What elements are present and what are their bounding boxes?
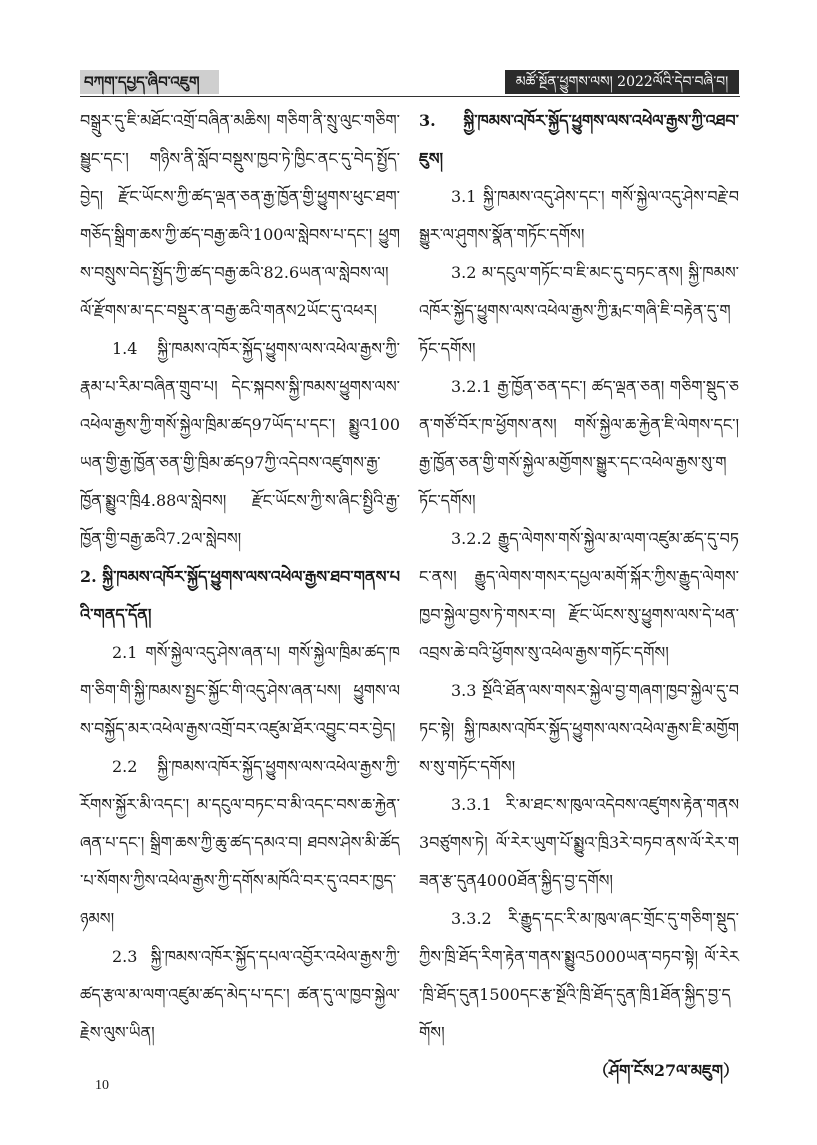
paragraph: 3.3.1 རི་མ་ཐང་ས་ཁུལ་འདེབས་འཛུགས་རྟེན་གནས3བཙུགས་ཏེ། ལོ་རེར་ཡུག་པོ་སྨྱུའ་ཁྲི3རེ་བཏབ་ནས་ལོ་རེར་གཟན་རྩ་དུན4000ཐོན་སྐྱིད་བྱ་དགོས།	[419, 795, 739, 890]
paragraph: 3.3.2 རི་རྒྱུད་དང་རི་མ་ཁུལ་ཞང་གྲོང་དུ་གཅིག་སྡུད་ཀྱིས་ཁྲི་ཐོད་རིག་རྟེན་གནས་སྨྱུའ5000ཡན་བཏབ་སྟེ། ལོ་རེར་ཁྲི་ཐོད་དུན1500དང་རྩ་སྔོའི་ཁྲི་ཐོད་དུན་ཁྲི1ཐོན་སྐྱིད་བྱ་དགོས།	[419, 909, 739, 1042]
journal-issue-header: མཚོ་སྔོན་ཕྱུགས་ལས། 2022ལོའི་དེབ་བཞི་བ།	[505, 70, 739, 94]
paragraph: 3.2 མ་དངུལ་གཏོང་བ་ཇི་མང་དུ་བཏང་ནས། སྐྱི་ཁམས་འཁོར་སྐྱོད་ཕྱུགས་ལས་འཕེལ་རྒྱས་ཀྱི་རྨང་གཞི་ཇི་བརྟེན་དུ་གཏོང་དགོས།	[419, 263, 739, 358]
right-text-column	[419, 102, 739, 1080]
paragraph: 3.1 སྐྱི་ཁམས་འདུ་ཤེས་དང་། གསོ་སྐྱེལ་འདུ་ཤེས་བརྗེ་བསྒྱུར་ལ་ཤུགས་སྣོན་གཏོང་དགོས།	[419, 187, 739, 244]
continued-note: （ཤོག་ངོས27ལ་མཇུག）	[593, 1061, 739, 1080]
left-text-column	[80, 102, 400, 1052]
page-number: 10	[95, 1078, 109, 1093]
journal-section-header: བཀག་དཔྱད་ཞིབ་འཇུག	[80, 70, 219, 94]
paragraph: 2. སྐྱི་ཁམས་འཁོར་སྐྱོད་ཕྱུགས་ལས་འཕེལ་རྒྱས་ཐབ་གནས་པའི་གནད་དོན།	[80, 567, 401, 624]
paragraph: 2.2 སྐྱི་ཁམས་འཁོར་སྐྱོད་ཕྱུགས་ལས་འཕེལ་རྒྱས་ཀྱི་རོགས་སྐྱོར་མི་འདང་། མ་དངུལ་བཏང་བ་མི་འདང་བས་ཆ་རྐྱེན་ཞན་པ་དང་། སྒྲིག་ཆས་ཀྱི་ཆུ་ཚད་དམའ་བ། ཐབས་ཤེས་མི་ཚོད་པ་སོགས་ཀྱིས་འཕེལ་རྒྱས་ཀྱི་དགོས་མཁོའི་བར་དུ་འབར་ཁྱད་ཉམས།	[80, 757, 400, 928]
paragraph: 3.2.2 རྒྱུད་ལེགས་གསོ་སྐྱེལ་མ་ལག་འཛུམ་ཚད་དུ་བཏང་ནས། རྒྱུད་ལེགས་གསར་དཔྱལ་མགོ་སྐོར་ཀྱིས་རྒྱུད་ལེགས་ཁྱབ་སྐྱེལ་བྱས་ཏེ་གསར་བ། རྫོང་ཡོངས་སུ་ཕྱུགས་ལས་དེ་ཕན་འབྲས་ཆེ་བའི་ཕྱོགས་སུ་འཕེལ་རྒྱས་གཏོང་དགོས།	[419, 529, 739, 662]
paragraph: 2.3 སྐྱི་ཁམས་འཁོར་སྐྱོད་དཔལ་འབྱོར་འཕེལ་རྒྱས་ཀྱི་ཚད་རྩལ་མ་ལག་འཛུམ་ཚད་མེད་པ་དང་། ཚན་དུ་ལ་ཁྱབ་སྐྱེལ་རྗེས་ལུས་ཡིན།	[80, 947, 400, 1042]
header-rule	[80, 96, 740, 97]
paragraph: 3.2.1 རྒྱ་ཁྱོན་ཅན་དང་། ཚད་ལྡན་ཅན། གཅིག་སྡུད་ཅན་གཙོ་བོར་ཁ་ཕྱོགས་ནས། གསོ་སྐྱེལ་ཆ་རྐྱེན་ཇི་ལེགས་དང་། རྒྱ་ཁྱོན་ཅན་གྱི་གསོ་སྐྱེལ་མགྱོགས་སྒྱུར་དང་འཕེལ་རྒྱས་སུ་གཏོང་དགོས།	[419, 377, 739, 510]
paragraph: 2.1 གསོ་སྐྱེལ་འདུ་ཤེས་ཞན་པ། གསོ་སྐྱེལ་ཁྲིམ་ཚད་ཁག་ཅིག་གི་སྐྱི་ཁམས་སྤྱང་སྐྱོང་གི་འདུ་ཤེས་ཞན་པས། ཕྱུགས་ལས་བསྐྱོད་མར་འཕེལ་རྒྱས་འགྲོ་བར་འཛུམ་ཐོར་འབྱུང་བར་བྱེད།	[80, 643, 400, 738]
paragraph: 1.4 སྐྱི་ཁམས་འཁོར་སྐྱོད་ཕྱུགས་ལས་འཕེལ་རྒྱས་ཀྱི་རྣམ་པ་རིམ་བཞིན་གྲུབ་པ། དེང་སྐབས་སྐྱི་ཁམས་ཕྱུགས་ལས་འཕེལ་རྒྱས་ཀྱི་གསོ་སྐྱེལ་ཁྲིམ་ཚད97ཡོད་པ་དང་། སྨྱུའ100ཡན་གྱི་རྒྱ་ཁྱོན་ཅན་གྱི་ཁྲིམ་ཚད97ཀྱི་འདེབས་འཛུགས་རྒྱ་ཁྱོན་སྨྱུའ་ཁྲི4.88ལ་སླེབས། རྫོང་ཡོངས་ཀྱི་ས་ཞིང་སྤྱིའི་རྒྱ་ཁྱོན་གྱི་བརྒྱ་ཆའི7.2ལ་སླེབས།	[80, 339, 400, 548]
paragraph: བསྒྲུར་དུ་ཇི་མཐོང་འགྲོ་བཞིན་མཆིས། གཅིག་ནི་སྲུ་ལུང་གཅིག་སྦྱུང་དང་། གཉིས་ནི་སློབ་བསྡུས་ཁྱབ་ཏེ་ཁྱིང་ནང་དུ་བེད་སྤྱོད་བྱེད། རྫོང་ཡོངས་ཀྱི་ཚད་ལྡན་ཅན་རྒྱ་ཁྱོན་གྱི་ཕྱུགས་ཕུང་ཐག་གཅོད་སྒྲིག་ཆས་ཀྱི་ཚད་བརྒྱ་ཆའི་100ལ་སླེབས་པ་དང་། ཕྱུགས་བསྲུས་བེད་སྤྱོད་ཀྱི་ཚད་བརྒྱ་ཆའི་82.6ཡན་ལ་སླེབས་ལ། ལོ་རྫོགས་མ་དང་བསྡུར་ན་བརྒྱ་ཆའི་གནས2ཡོང་དུ་འཕར།	[80, 111, 400, 320]
paragraph: 3.3 སྔོའི་ཐོན་ལས་གསར་སྐྱེལ་བྱ་གཞག་ཁྱབ་སྐྱེལ་དུ་བཏང་སྟེ། སྐྱི་ཁམས་འཁོར་སྐྱོད་ཕྱུགས་ལས་འཕེལ་རྒྱས་ཇི་མགྱོགས་སུ་གཏོང་དགོས།	[419, 681, 739, 776]
paragraph: 3. སྐྱི་ཁམས་འཁོར་སྐྱོད་ཕྱུགས་ལས་འཕེལ་རྒྱས་ཀྱི་འཐབ་ཇུས།	[419, 111, 739, 168]
